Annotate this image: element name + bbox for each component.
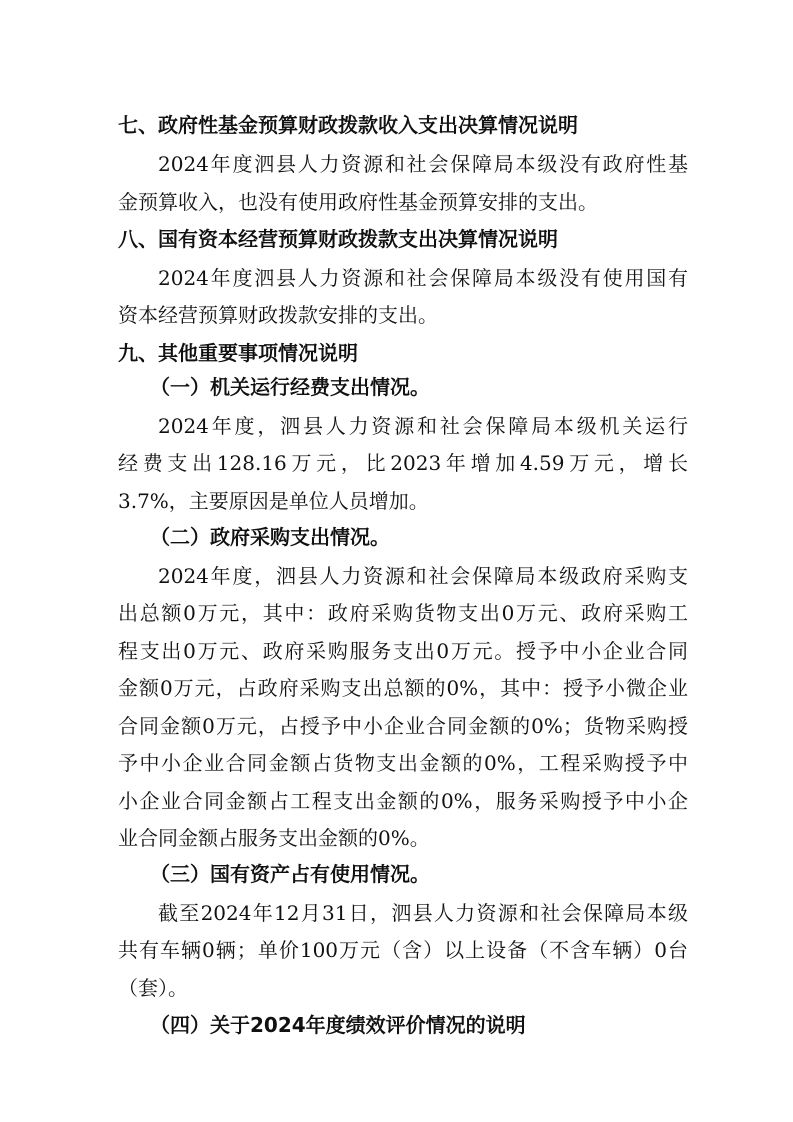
sub-3-heading: （三）国有资产占有使用情况。	[150, 862, 430, 886]
section-7-heading: 七、政府性基金预算财政拨款收入支出决算情况说明	[118, 113, 578, 137]
section-7-line-1: 2024年度泗县人力资源和社会保障局本级没有政府性基	[158, 152, 688, 176]
sub-2-line-4: 金额0万元，占政府采购支出总额的0%，其中：授予小微企业	[118, 676, 688, 700]
sub-1-line-1: 2024年度，泗县人力资源和社会保障局本级机关运行	[158, 414, 688, 438]
section-8-line-2: 资本经营预算财政拨款安排的支出。	[118, 303, 438, 327]
section-7-line-2: 金预算收入，也没有使用政府性基金预算安排的支出。	[118, 190, 598, 214]
sub-2-line-8: 业合同金额占服务支出金额的0%。	[118, 826, 430, 850]
sub-1-heading: （一）机关运行经费支出情况。	[150, 375, 430, 399]
sub-3-line-3: （套）。	[118, 976, 188, 1000]
section-8-heading: 八、国有资本经营预算财政拨款支出决算情况说明	[118, 227, 558, 251]
sub-4-heading: （四）关于2024年度绩效评价情况的说明	[150, 1013, 526, 1037]
section-8-line-1: 2024年度泗县人力资源和社会保障局本级没有使用国有	[158, 266, 688, 290]
sub-2-heading: （二）政府采购支出情况。	[150, 525, 390, 549]
sub-2-line-6: 予中小企业合同金额占货物支出金额的0%，工程采购授予中	[118, 751, 688, 775]
sub-3-line-1: 截至2024年12月31日，泗县人力资源和社会保障局本级	[158, 901, 688, 925]
section-9-heading: 九、其他重要事项情况说明	[118, 341, 358, 365]
sub-1-line-2: 经费支出128.16万元，比2023年增加4.59万元，增长	[118, 451, 688, 475]
sub-2-line-2: 出总额0万元，其中：政府采购货物支出0万元、政府采购工	[118, 601, 688, 625]
sub-3-line-2: 共有车辆0辆；单价100万元（含）以上设备（不含车辆）0台	[118, 938, 688, 962]
sub-1-line-3: 3.7%，主要原因是单位人员增加。	[118, 489, 429, 513]
sub-2-line-3: 程支出0万元、政府采购服务支出0万元。授予中小企业合同	[118, 639, 688, 663]
sub-2-line-1: 2024年度，泗县人力资源和社会保障局本级政府采购支	[158, 564, 688, 588]
sub-2-line-5: 合同金额0万元，占授予中小企业合同金额的0%；货物采购授	[118, 714, 688, 738]
sub-2-line-7: 小企业合同金额占工程支出金额的0%，服务采购授予中小企	[118, 789, 688, 813]
